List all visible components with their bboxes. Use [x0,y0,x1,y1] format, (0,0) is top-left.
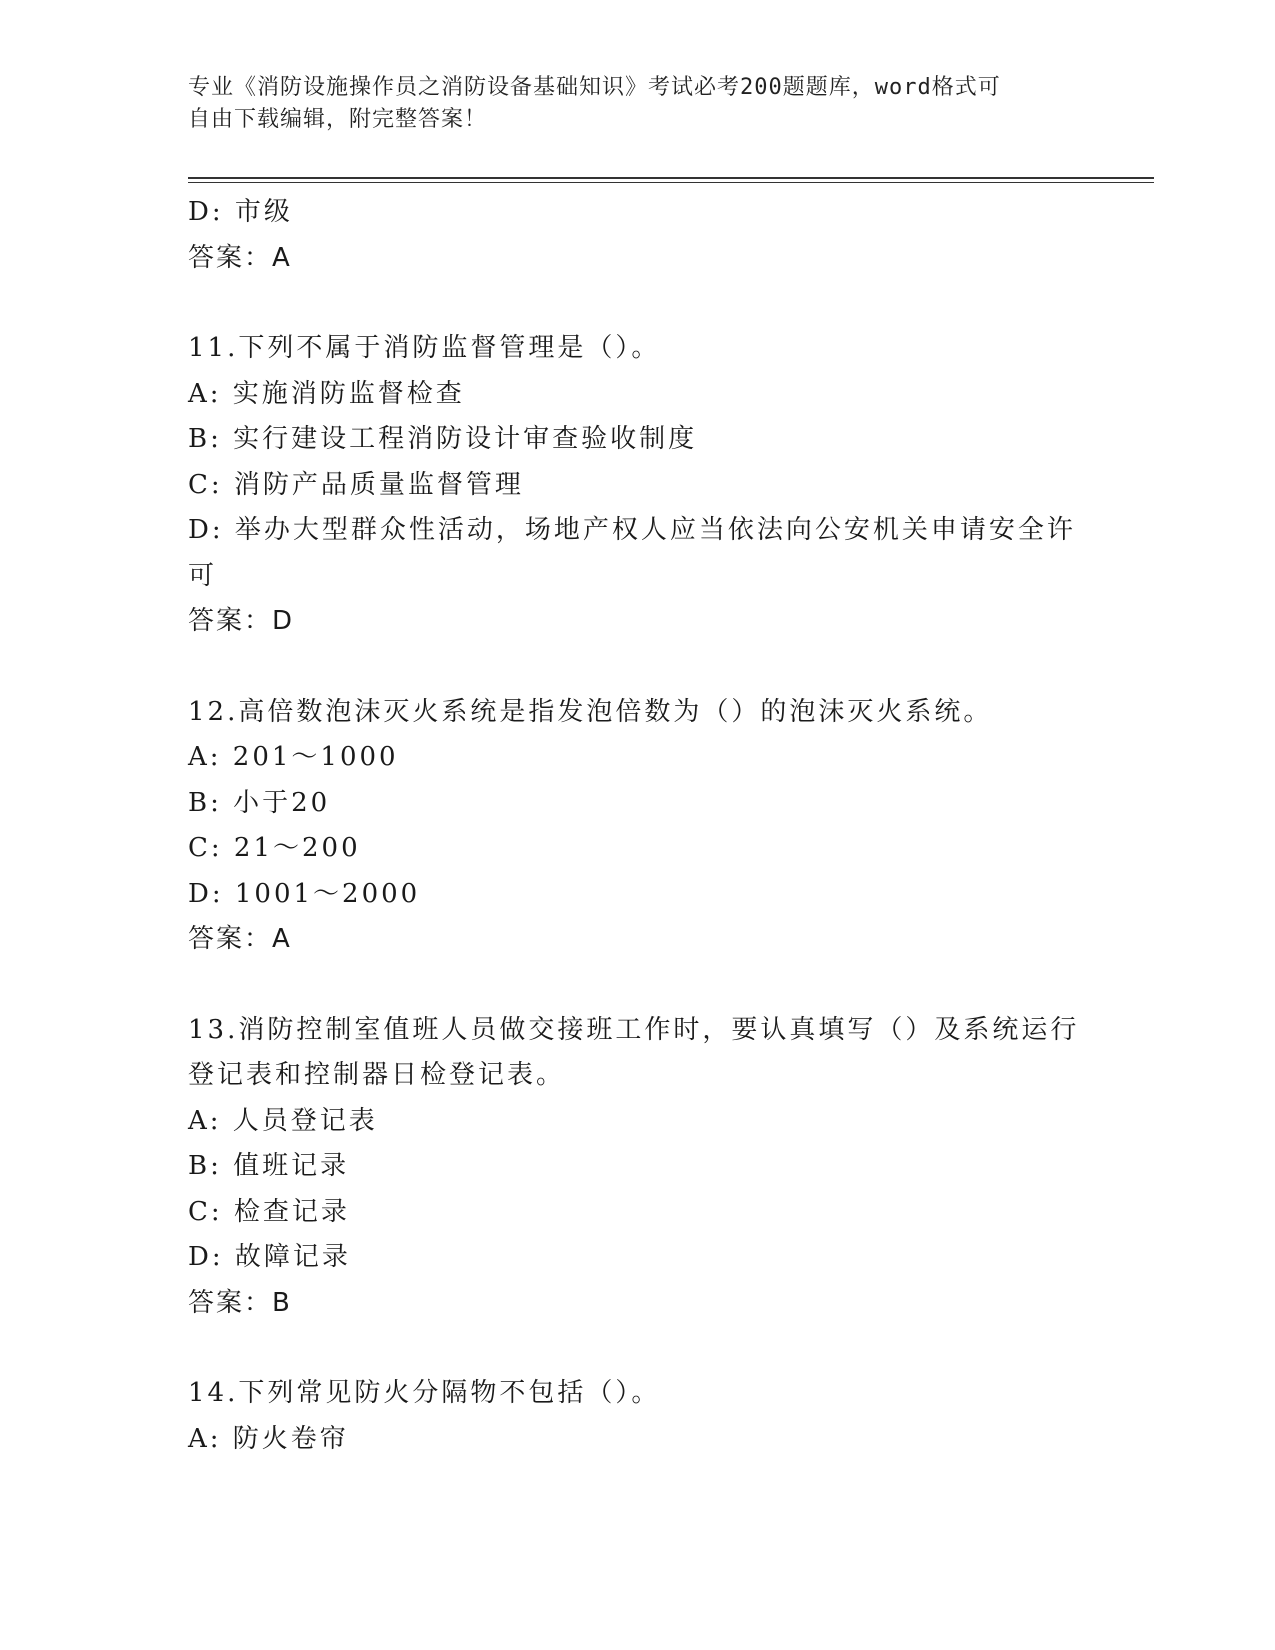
question-block-11 [188,326,1088,645]
option-a: A: 实施消防监督检查 [188,378,465,409]
question-text: 13.消防控制室值班人员做交接班工作时，要认真填写（）及系统运行 [188,1014,1080,1045]
question-text: 12.高倍数泡沫灭火系统是指发泡倍数为（）的泡沫灭火系统。 [188,696,993,727]
header-rule-thick [188,177,1154,179]
option-d: D: 1001～2000 [188,878,421,909]
option-a: A: 防火卷帘 [188,1423,349,1454]
question-block-13 [188,1008,1088,1327]
option-b: B: 实行建设工程消防设计审查验收制度 [188,424,698,454]
option-b: B: 小于20 [188,787,331,818]
question-list [188,190,1088,1462]
spacer [188,281,1088,326]
option-d: D: 举办大型群众性活动，场地产权人应当依法向公安机关申请安全许 [188,515,1076,545]
option-d: D: 市级 [188,197,293,227]
option-c: C: 21～200 [188,833,361,863]
option-a: A: 人员登记表 [188,1105,378,1136]
header-line-1: 专业《消防设施操作员之消防设备基础知识》考试必考200题题库，word格式可 [188,75,1001,100]
spacer [188,1326,1088,1371]
document-header [188,72,1068,136]
option-d-continued: 可 [188,560,218,591]
question-block-14 [188,1371,1088,1462]
question-text: 11.下列不属于消防监督管理是（）。 [188,333,661,363]
spacer [188,963,1088,1008]
option-d: D: 故障记录 [188,1242,351,1272]
option-c: C: 消防产品质量监督管理 [188,469,524,500]
answer: 答案：A [188,924,292,954]
question-text: 14.下列常见防火分隔物不包括（）。 [188,1378,661,1408]
answer: 答案：A [188,242,292,273]
option-a: A: 201～1000 [188,742,399,772]
question-block-10 [188,190,1088,281]
question-text-continued: 登记表和控制器日检登记表。 [188,1060,566,1090]
question-block-12 [188,690,1088,963]
header-line-2: 自由下载编辑，附完整答案！ [188,107,488,132]
answer: 答案：D [188,606,295,636]
option-b: B: 值班记录 [188,1151,350,1181]
spacer [188,645,1088,690]
answer: 答案：B [188,1287,292,1318]
option-c: C: 检查记录 [188,1196,350,1227]
header-rule-thin [188,182,1154,183]
